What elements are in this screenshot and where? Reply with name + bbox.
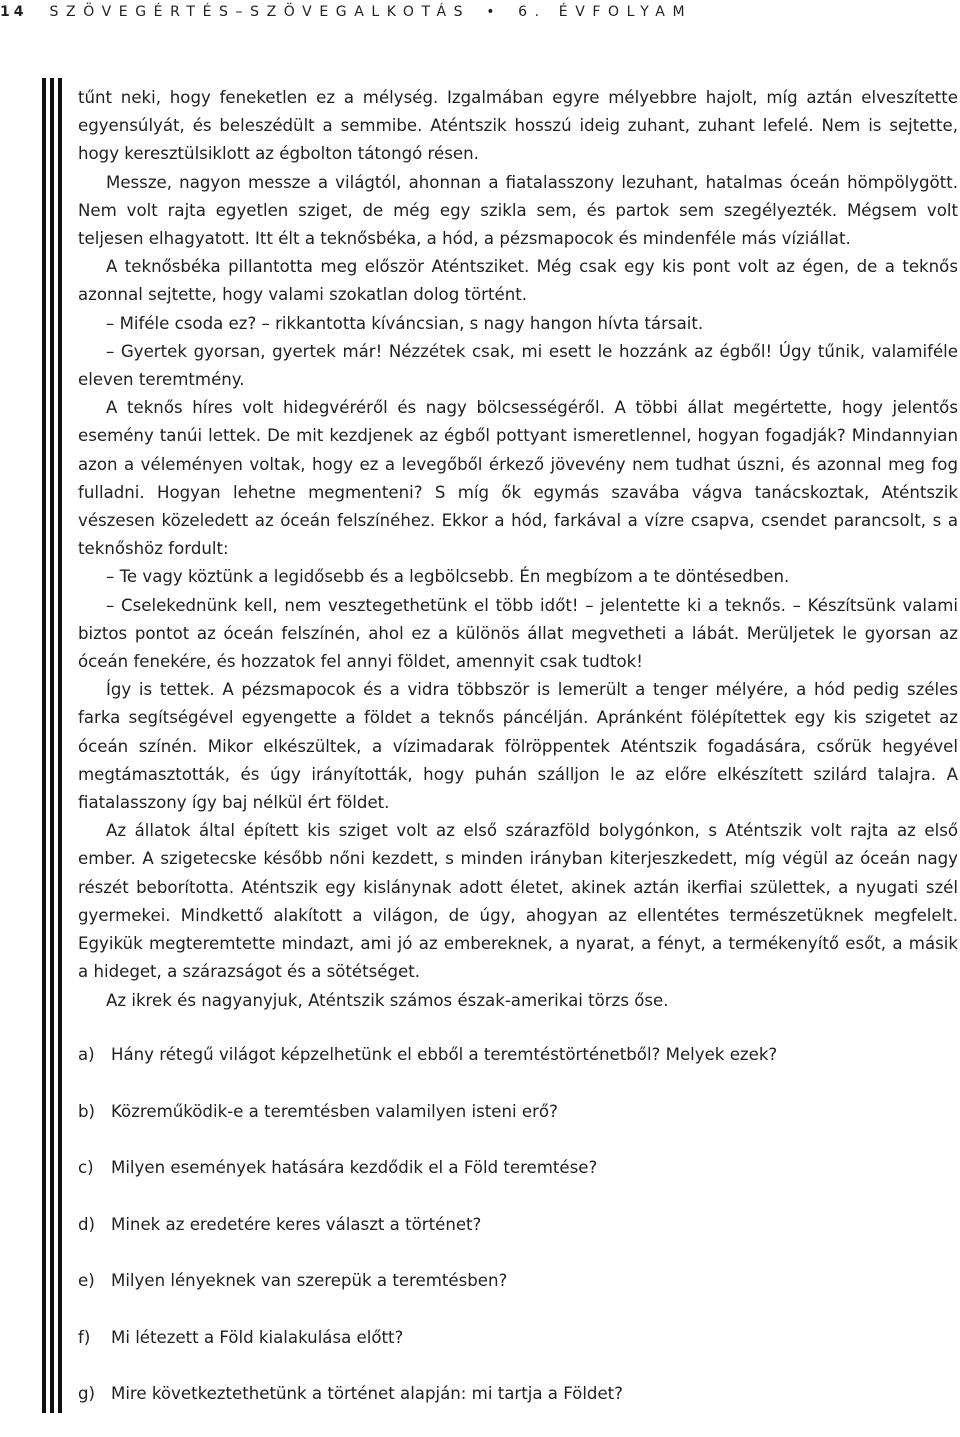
- story-text: [78, 84, 958, 1015]
- margin-bar: [58, 78, 62, 1413]
- question-label: d): [78, 1214, 96, 1234]
- question-item: [78, 1041, 958, 1069]
- story-dialogue: – Te vagy köztünk a legidősebb és a legbölcsebb. Én megbízom a te döntésedben.: [106, 567, 790, 587]
- question-label: e): [78, 1271, 95, 1290]
- question-text: Milyen lényeknek van szerepük a teremtésben?: [111, 1271, 508, 1290]
- question-item: [78, 1324, 958, 1352]
- story-paragraph: tűnt neki, hogy feneketlen ez a mélység. Izgalmában egyre mélyebbre hajolt, míg aztán elveszítette egyensúlyát, és beleszédült a semmibe. Aténtszik hosszú ideig zuhant, zuhant lefelé. Nem is sejtette, hogy keresztülsiklott az égbolton tátongó résen.: [78, 88, 958, 164]
- question-label: b): [78, 1101, 96, 1121]
- story-paragraph: A teknős híres volt hidegvéréről és nagy bölcsességéről. A többi állat megértette, hogy jelentős esemény tanúi lettek. De mit kezdjenek az égből pottyant ismeretlennel, hogyan fogadják? Mindannyian azon a véleményen voltak, hogy ez a levegőből érkező jövevény nem tudhat úszni, és azonnal meg fog fulladni. Hogyan lehetne megmenteni? S míg ők egymás szavába vágva tanácskoztak, Aténtszik vészesen közeledett az óceán felszínéhez. Ekkor a hód, farkával a vízre csapva, csendet parancsolt, s a teknőshöz fordult:: [78, 398, 958, 559]
- question-list: [78, 1041, 958, 1437]
- page-number: 14: [0, 4, 28, 20]
- story-dialogue: – Cselekednünk kell, nem vesztegethetünk el több időt! – jelentette ki a teknős. – Készítsünk valami biztos pontot az óceán felszínén, ahol ez a különös állat megvetheti a lábát. Merüljetek le gyorsan az óceán fenekére, és hozzatok fel annyi földet, amennyit csak tudtok!: [78, 595, 958, 672]
- running-header: [0, 0, 960, 24]
- question-item: [78, 1211, 958, 1239]
- story-paragraph: Messze, nagyon messze a világtól, ahonnan a fiatalasszony lezuhant, hatalmas óceán hömpölygött. Nem volt rajta egyetlen sziget, de még egy szikla sem, és partok sem szegélyezték. Mégsem volt teljesen elhagyatott. Itt élt a teknősbéka, a hód, a pézsmapocok és mindenféle más víziállat.: [78, 172, 958, 249]
- question-label: c): [78, 1158, 94, 1177]
- question-item: [78, 1098, 958, 1126]
- story-paragraph: Az ikrek és nagyanyjuk, Aténtszik számos észak-amerikai törzs őse.: [106, 990, 669, 1010]
- margin-bar: [42, 78, 46, 1413]
- story-paragraph: A teknősbéka pillantotta meg először Aténtsziket. Még csak egy kis pont volt az égen, de a teknős azonnal sejtette, hogy valami szokatlan dolog történt.: [78, 257, 958, 305]
- header-grade: 6. ÉVFOLYAM: [518, 4, 693, 20]
- question-label: a): [78, 1045, 95, 1064]
- story-paragraph: Így is tettek. A pézsmapocok és a vidra többször is lemerült a tenger mélyére, a hód pedig széles farka segítségével egyengette a földet a teknős páncélján. Apránként fölépítettek egy kis szigetet az óceán színén. Mikor elkészültek, a vízimadarak fölröppentek Aténtszik fogadására, csőrük hegyével megtámasztották, és úgy irányították, hogy puhán szálljon le az előre elkészített szilárd talajra. A fiatalasszony így baj nélkül ért földet.: [78, 680, 958, 813]
- question-label: g): [78, 1384, 96, 1403]
- margin-bar: [50, 78, 54, 1413]
- story-dialogue: – Miféle csoda ez? – rikkantotta kíváncsian, s nagy hangon hívta társait.: [106, 313, 704, 333]
- header-separator: •: [486, 4, 503, 20]
- question-text: Hány rétegű világot képzelhetünk el ebből a teremtéstörténetből? Melyek ezek?: [111, 1045, 778, 1064]
- question-item: [78, 1154, 958, 1182]
- question-text: Közreműködik-e a teremtésben valamilyen isteni erő?: [111, 1101, 558, 1121]
- story-dialogue: – Gyertek gyorsan, gyertek már! Nézzétek csak, mi esett le hozzánk az égből! Úgy tűnik, valamiféle eleven teremtmény.: [78, 341, 958, 390]
- story-paragraph: Az állatok által épített kis sziget volt az első szárazföld bolygónkon, s Aténtszik volt rajta az első ember. A szigetecske később nőni kezdett, s minden irányban kiterjeszkedett, míg végül az óceán nagy részét beborította. Aténtszik egy kislánynak adott életet, akinek aztán ikerfiai születtek, a nyugati szél gyermekei. Mindkettő alakított a világon, de úgy, ahogyan az ellentétes természetüknek megfelelt. Egyikük megteremtette mindazt, ami jó az embereknek, a nyarat, a fényt, a termékenyítő esőt, a másik a hideget, a szárazságot és a sötétséget.: [78, 821, 958, 982]
- question-text: Milyen események hatására kezdődik el a Föld teremtése?: [111, 1158, 598, 1177]
- question-label: f): [78, 1327, 91, 1347]
- question-text: Minek az eredetére keres választ a történet?: [111, 1214, 482, 1234]
- header-title: SZÖVEGÉRTÉS–SZÖVEGALKOTÁS: [49, 4, 471, 20]
- question-text: Mire következtethetünk a történet alapján: mi tartja a Földet?: [111, 1384, 623, 1403]
- question-text: Mi létezett a Föld kialakulása előtt?: [111, 1327, 404, 1347]
- question-item: [78, 1267, 958, 1295]
- question-item: [78, 1380, 958, 1408]
- margin-bars-decoration: [42, 78, 64, 1413]
